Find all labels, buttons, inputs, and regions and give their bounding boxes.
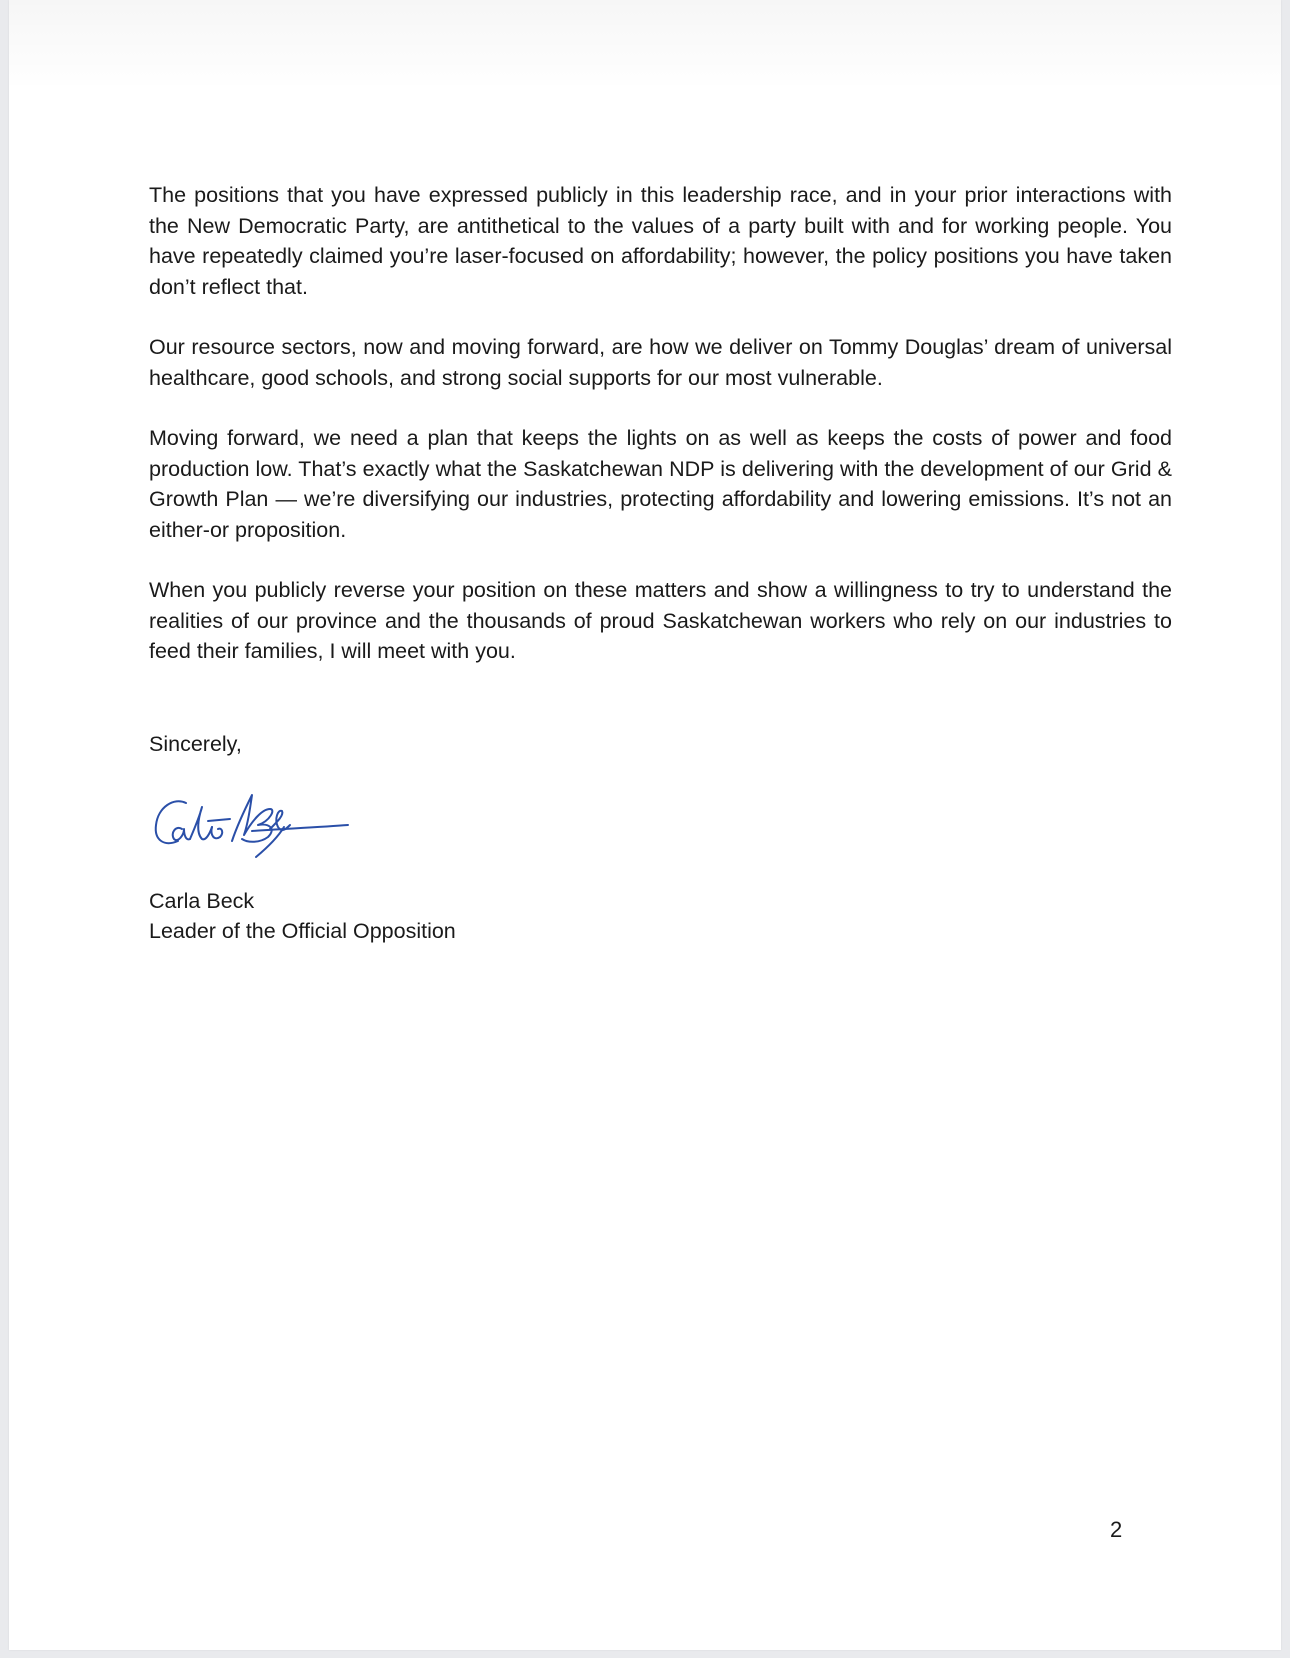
paragraph-1: The positions that you have expressed publicly in this leadership race, and in your prior interactions with the New Democratic Party, are antithetical to the values of a party built with and for working people. You have repeatedly claimed you’re laser-focused on affordability; however, the policy positions you have taken don’t reflect that. <box>149 183 1172 299</box>
closing-salutation: Sincerely, <box>149 732 242 756</box>
paragraph-2: Our resource sectors, now and moving forward, are how we deliver on Tommy Douglas’ dream of universal healthcare, good schools, and strong social supports for our most vulnerable. <box>149 335 1172 390</box>
paragraph-3: Moving forward, we need a plan that keeps the lights on as well as keeps the costs of power and food production low. That’s exactly what the Saskatchewan NDP is delivering with the development of our Grid & Growth Plan — we’re diversifying our industries, protecting affordability and lowering emissions. It’s not an either-or proposition. <box>149 426 1172 542</box>
paragraph-4: When you publicly reverse your position on these matters and show a willingness to try to understand the realities of our province and the thousands of proud Saskatchewan workers who rely on our industries to feed their families, I will meet with you. <box>149 578 1172 663</box>
signer-block <box>149 886 456 946</box>
letter-body <box>149 180 1172 667</box>
signature-image <box>152 785 372 865</box>
page-number: 2 <box>1110 1517 1123 1542</box>
signer-title: Leader of the Official Opposition <box>149 919 456 943</box>
signer-name: Carla Beck <box>149 889 255 913</box>
page-top-shade <box>9 0 1281 90</box>
